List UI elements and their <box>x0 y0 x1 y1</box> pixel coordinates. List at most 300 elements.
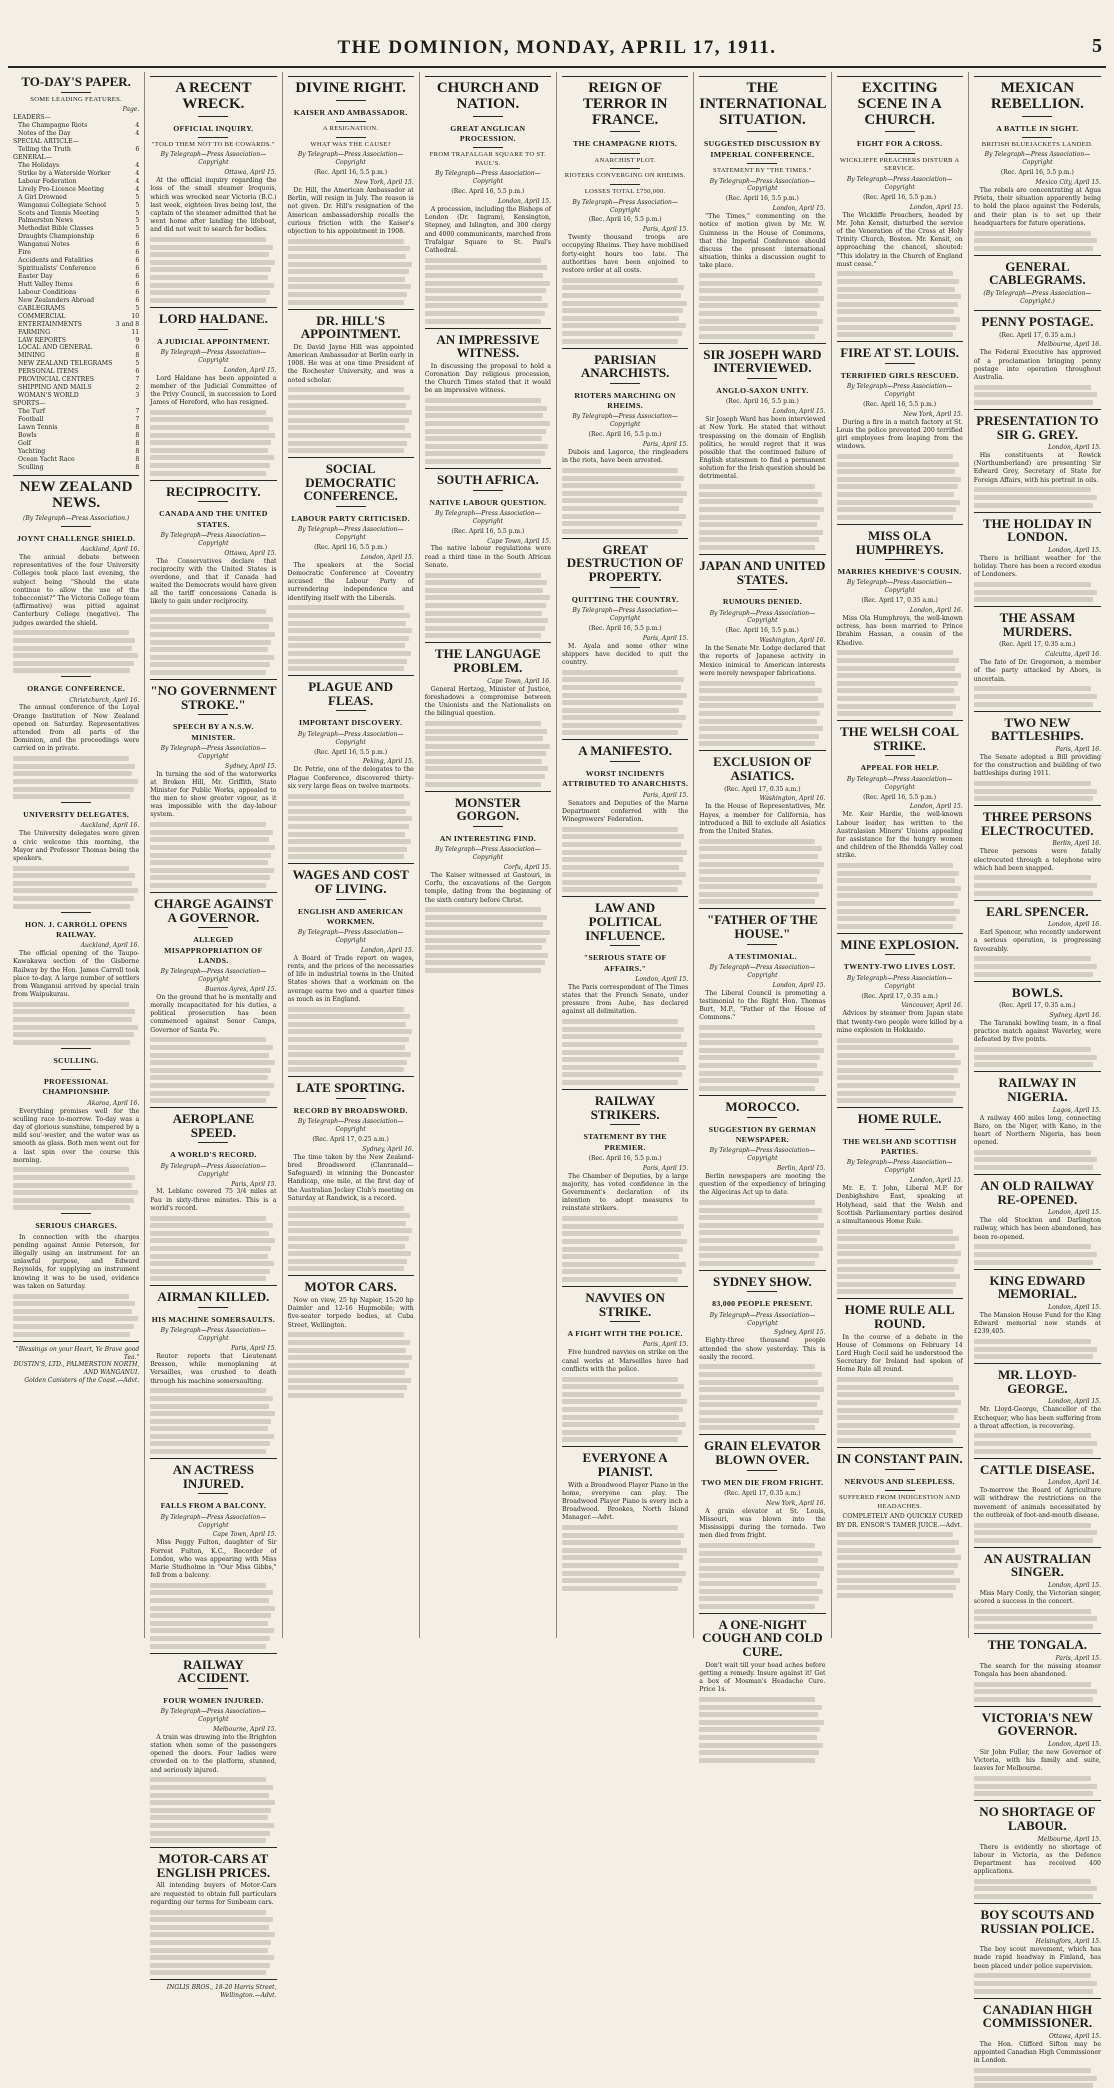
story-body: The rebels are concentrating at Agua Prieta, their situation apparently being to hold the place against the Federals, and their plan is to set up their headquarters for future operations. <box>973 187 1101 227</box>
text-line <box>425 459 541 464</box>
text-line <box>425 258 541 263</box>
story-subhead: NATIVE LABOUR QUESTION. <box>429 497 547 507</box>
text-line <box>837 507 957 512</box>
text-line <box>13 661 134 666</box>
divider <box>747 163 777 164</box>
divider <box>61 1048 91 1049</box>
story-subhead: ANGLO-SAXON UNITY. <box>716 386 809 396</box>
dateline: London, April 16. <box>1048 921 1101 929</box>
text-line <box>562 1231 681 1236</box>
story-body: Don't wait till your head aches before getting a remedy. Insure against it! Get a box of Mosman's Headache Cure. Price 1s. <box>699 1661 826 1694</box>
rule <box>974 409 1101 410</box>
index-row <box>13 464 139 472</box>
rule <box>974 512 1101 513</box>
text-line <box>837 1289 953 1294</box>
story-headline: MOTOR CARS. <box>304 1279 397 1295</box>
story-body: On the ground that he is mentally and morally incapacitated for his duties, a political prosecution has been commenced against Senor Camps, Governor of Santa Fe. <box>150 993 277 1034</box>
divider <box>336 899 366 900</box>
text-line <box>974 1339 1091 1344</box>
story-subhead: A JUDICIAL APPOINTMENT. <box>157 336 270 346</box>
text-line <box>288 246 410 251</box>
text-line <box>288 1355 413 1360</box>
story-body: A railway 460 miles long, connecting Baro, on the Niger, with Kano, in the heart of Northern Nigeria, has been opened. <box>973 1114 1101 1147</box>
text-line <box>974 1530 1097 1535</box>
text-line <box>562 323 686 328</box>
story-body: Five hundred navvies on strike on the canal works at Marseilles have had conflicts with the police. <box>562 1349 689 1373</box>
text-line <box>837 886 962 891</box>
story-subhead: RIOTERS CONVERGING ON RHEIMS. <box>564 172 686 180</box>
text-line <box>288 1037 409 1042</box>
text-line <box>288 387 404 392</box>
index-row <box>13 408 139 416</box>
text-line <box>699 507 824 512</box>
rule <box>699 1270 825 1271</box>
story-subhead: IMPORTANT DISCOVERY. <box>299 718 403 728</box>
text-line <box>562 1578 682 1583</box>
text-line <box>837 681 958 686</box>
text-line <box>288 448 404 453</box>
story-headline: A MANIFESTO. <box>578 743 672 759</box>
text-line <box>974 972 1094 977</box>
text-line <box>837 1075 954 1080</box>
rule <box>150 480 276 481</box>
text-line <box>699 1402 816 1407</box>
divider <box>610 131 640 132</box>
dateline: Sydney, April 16. <box>1049 1012 1101 1020</box>
text-filler <box>562 278 688 344</box>
index-label: Lawn Tennis <box>18 423 58 431</box>
divider <box>747 944 777 945</box>
text-line <box>562 285 684 290</box>
text-line <box>562 685 681 690</box>
text-line <box>150 1590 272 1595</box>
text-line <box>150 1621 267 1626</box>
received-line: (Rec. April 16, 5.5 p.m.) <box>863 400 937 408</box>
text-line <box>288 832 405 837</box>
index-label: Labour Federation <box>18 177 77 185</box>
text-line <box>562 1254 679 1259</box>
text-line <box>150 1075 267 1080</box>
text-line <box>150 1404 269 1409</box>
text-line <box>562 529 678 534</box>
text-line <box>974 1354 1094 1359</box>
divider <box>198 329 228 330</box>
story-subhead: APPEAL FOR HELP. <box>860 763 939 773</box>
text-line <box>425 288 546 293</box>
text-line <box>150 290 270 295</box>
text-line <box>425 406 547 411</box>
story-body: The Paris correspondent of The Times states that the French Senate, under pressure from Aube, has declared against all delimitation. <box>562 983 689 1016</box>
divider <box>198 116 228 117</box>
story-headline: "NO GOVERNMENT STROKE." <box>150 682 277 712</box>
text-line <box>425 626 545 631</box>
text-line <box>974 1784 1097 1789</box>
text-filler <box>562 1525 688 1591</box>
text-line <box>288 801 410 806</box>
dateline: London, April 15. <box>1048 1582 1101 1590</box>
divider <box>336 100 366 101</box>
story-subhead: WHAT WAS THE CAUSE? <box>310 140 391 148</box>
text-line <box>562 476 684 481</box>
text-line <box>288 636 409 641</box>
story-body: A procession, including the Bishops of London (Dr. Ingram), Kensington, Stepney, and Islington, and 300 clergy and 4000 communicants, marched from Trafalgar Square to St. Paul's Cathedral. <box>424 206 551 255</box>
story-subhead: FIGHT FOR A CROSS. <box>856 139 943 149</box>
text-filler <box>425 258 551 324</box>
text-line <box>837 1438 953 1443</box>
story-body: The fate of Dr. Gregorson, a member of the party attacked by Abors, is uncertain. <box>973 659 1101 683</box>
index-label: FARMING <box>18 328 51 336</box>
rule <box>699 750 825 751</box>
text-filler <box>974 487 1101 507</box>
credit-line: By Telegraph—Press Association—Copyright <box>846 1159 953 1175</box>
text-line <box>562 308 683 313</box>
credit-line: By Telegraph—Press Association—Copyright <box>160 968 267 984</box>
text-line <box>699 1735 816 1740</box>
index-page: 6 <box>135 273 140 280</box>
credit-line: (By Telegraph—Press Association.) <box>23 514 130 522</box>
text-line <box>13 1301 135 1306</box>
text-line <box>288 854 404 859</box>
text-line <box>150 1970 266 1975</box>
text-line <box>837 1236 959 1241</box>
text-filler <box>150 1216 276 1282</box>
credit-line: By Telegraph—Press Association—Copyright <box>709 964 816 979</box>
text-line <box>150 670 266 675</box>
story-headline: EXCLUSION OF ASIATICS. <box>713 754 812 783</box>
text-line <box>562 301 687 306</box>
text-line <box>150 1808 271 1813</box>
text-line <box>562 1239 687 1244</box>
story-subhead: SUGGESTED DISCUSSION BY IMPERIAL CONFERENCE. <box>703 139 821 159</box>
text-line <box>562 850 687 855</box>
divider <box>747 131 777 132</box>
text-line <box>837 1244 956 1249</box>
text-line <box>837 1068 958 1073</box>
received-line: (Rec. April 16, 5.5 p.m.) <box>725 627 799 635</box>
text-line <box>837 1045 959 1050</box>
text-line <box>837 1053 956 1058</box>
text-line <box>288 292 408 297</box>
text-line <box>837 1400 962 1405</box>
dateline: Paris, April 15. <box>642 1164 689 1172</box>
text-line <box>150 860 267 865</box>
dateline: New York, April 16. <box>765 1499 826 1507</box>
text-filler <box>150 822 276 888</box>
text-line <box>699 892 819 897</box>
rule <box>974 1071 1101 1072</box>
text-line <box>150 283 274 288</box>
text-line <box>974 400 1094 405</box>
text-line <box>974 2076 1097 2081</box>
text-line <box>150 1613 271 1618</box>
text-line <box>13 668 130 673</box>
credit-line: By Telegraph—Press Association—Copyright <box>846 974 953 990</box>
dateline: London, April 15. <box>1048 444 1101 452</box>
credit-line: By Telegraph—Press Association—Copyright <box>709 1311 816 1327</box>
index-row <box>13 249 139 257</box>
rule <box>974 1706 1101 1707</box>
divider <box>198 1493 228 1494</box>
text-line <box>699 1215 818 1220</box>
index-page: 3 <box>135 392 140 400</box>
index-label: Wanganui Notes <box>18 241 70 249</box>
index-page: 8 <box>135 431 140 439</box>
dateline: London, April 15. <box>1048 1303 1101 1311</box>
credit-line: By Telegraph—Press Association—Copyright <box>297 730 404 746</box>
rule <box>699 554 825 555</box>
index-row <box>13 154 139 162</box>
text-line <box>425 421 550 426</box>
text-filler <box>974 231 1101 251</box>
story-headline: RAILWAY ACCIDENT. <box>177 1656 250 1686</box>
index-label: LOCAL AND GENERAL <box>18 344 92 352</box>
text-line <box>150 1276 266 1281</box>
credit-line: By Telegraph—Press Association—Copyright <box>297 151 404 167</box>
dateline: Berlin, April 15. <box>776 1164 826 1172</box>
index-page <box>136 154 139 162</box>
dateline: London, April 15. <box>772 408 826 416</box>
index-row <box>13 186 139 194</box>
rule <box>974 900 1101 901</box>
text-line <box>837 500 961 505</box>
text-line <box>150 1932 275 1937</box>
text-line <box>425 595 550 600</box>
divider <box>61 526 91 527</box>
text-line <box>699 1418 819 1423</box>
received-line: (Rec. April 16, 5.5 p.m.) <box>314 544 388 552</box>
story-subhead: NERVOUS AND SLEEPLESS. <box>844 1476 955 1486</box>
dateline: London, April 15. <box>1048 1741 1101 1749</box>
rule <box>974 1800 1101 1801</box>
index-label: New Zealanders Abroad <box>18 296 95 304</box>
received-line: (Rec. April 16, 5.5 p.m.) <box>725 398 799 406</box>
masthead <box>8 30 1106 68</box>
index-label: Fire <box>18 249 31 257</box>
index-label: CABLEGRAMS <box>18 304 66 312</box>
index-label: Wanganui Collegiate School <box>18 201 107 209</box>
rule <box>974 255 1101 256</box>
page-title: THE DOMINION, MONDAY, APRIL 17, 1911. <box>337 37 777 58</box>
text-line <box>837 287 956 292</box>
story-body: The Chamber of Deputies, by a large majority, has voted confidence in the Government's declaration of its intention to adopt measures to reinstate strikers. <box>562 1172 689 1213</box>
text-line <box>150 1223 272 1228</box>
index-row <box>13 194 139 202</box>
divider <box>473 116 503 117</box>
text-line <box>288 839 412 844</box>
rule <box>974 1903 1101 1904</box>
story-body: All intending buyers of Motor-Cars are requested to obtain full particulars regarding our terms for Sunbeam cars. <box>150 1882 277 1906</box>
text-line <box>562 880 682 885</box>
text-line <box>425 319 541 324</box>
index-row <box>13 305 139 313</box>
text-line <box>974 1523 1091 1528</box>
story-subhead: A RESIGNATION. <box>322 125 379 133</box>
story-body: With a Broadwood Player Piano in the home, everyone can play. The Broadwood Player Piano is every inch a Broadwood. Brookes, North Island Manager.—Advt. <box>562 1481 689 1522</box>
story-body: Lord Haldane has been appointed a member of the Judicial Committee of the Privy Council, in succession to Lord James of Hereford, who has resigned. <box>150 374 277 407</box>
story-headline: EXCITING SCENE IN A CHURCH. <box>857 80 942 128</box>
text-line <box>150 463 270 468</box>
text-line <box>425 429 546 434</box>
story-body: The search for the missing steamer Tongala has been abandoned. <box>973 1662 1101 1678</box>
received-line: (Rec. April 16, 5.5 p.m.) <box>451 527 525 535</box>
index-page: 6 <box>135 288 140 296</box>
text-line <box>699 869 820 874</box>
text-line <box>837 325 957 330</box>
rule <box>562 348 688 349</box>
text-line <box>150 1785 272 1790</box>
divider <box>885 559 915 560</box>
page-number: 5 <box>1092 35 1102 57</box>
story-subhead: STATEMENT BY "THE TIMES." <box>713 166 812 174</box>
text-filler <box>974 1150 1101 1170</box>
rule <box>837 933 963 934</box>
story-headline: WAGES AND COST OF LIVING. <box>292 867 409 896</box>
story-body: Three persons were fatally electrocuted through a telephone wire which had been snapped. <box>973 848 1101 872</box>
text-filler <box>974 1879 1101 1899</box>
index-page: 6 <box>135 146 140 153</box>
divider <box>198 1142 228 1143</box>
story-subhead: A FIGHT WITH THE POLICE. <box>567 1329 683 1339</box>
text-line <box>150 1091 270 1096</box>
text-line <box>425 907 541 912</box>
divider <box>61 92 91 93</box>
rule <box>699 908 825 909</box>
text-line <box>13 653 138 658</box>
text-line <box>150 830 272 835</box>
text-line <box>150 448 267 453</box>
index-label: Labour Conditions <box>18 288 77 296</box>
text-line <box>699 1395 820 1400</box>
text-line <box>837 1267 954 1272</box>
rule <box>150 1107 276 1108</box>
story-subhead: BRITISH BLUEJACKETS LANDED. <box>981 140 1093 148</box>
text-line <box>13 771 132 776</box>
story-headline: IN CONSTANT PAIN. <box>836 1451 963 1467</box>
story-body: A grain elevator at St. Louis, Missouri, was blown into the Mississippi during the tornado. Two men died from fright. <box>699 1507 826 1540</box>
index-page: 4 <box>135 169 140 177</box>
text-line <box>150 1940 271 1945</box>
story-headline: PARISIAN ANARCHISTS. <box>580 351 670 381</box>
index-row <box>13 162 139 170</box>
text-line <box>562 1548 687 1553</box>
story-body: Earl Spencer, who recently underwent a serious operation, is progressing favourably. <box>973 929 1101 953</box>
received-line: (Rec. April 16, 5.5 p.m.) <box>314 169 388 177</box>
credit-line: By Telegraph—Press Association—Copyright <box>572 198 678 214</box>
text-line <box>425 736 544 741</box>
text-line <box>837 484 958 489</box>
text-filler <box>974 781 1101 801</box>
text-line <box>837 688 954 693</box>
text-line <box>425 413 544 418</box>
text-line <box>150 455 274 460</box>
rule <box>974 805 1101 806</box>
rule <box>288 1275 414 1276</box>
index-page: 8 <box>135 463 140 471</box>
text-line <box>699 1758 815 1763</box>
text-line <box>699 311 816 316</box>
text-filler <box>562 1377 688 1443</box>
dateline: Ottawa, April 15. <box>224 549 277 557</box>
divider <box>885 755 915 756</box>
text-line <box>288 1221 407 1226</box>
dateline: Paris, April 15. <box>1055 1654 1101 1662</box>
dateline: Mexico City, April 15. <box>1035 179 1101 187</box>
text-line <box>13 638 135 643</box>
text-line <box>150 1823 274 1828</box>
text-line <box>562 708 679 713</box>
text-line <box>837 462 959 467</box>
text-line <box>562 1042 687 1047</box>
text-line <box>974 781 1091 786</box>
text-filler <box>974 2068 1101 2088</box>
text-line <box>13 1316 138 1321</box>
text-line <box>562 1034 681 1039</box>
text-line <box>562 1415 679 1420</box>
text-line <box>974 503 1094 508</box>
story-subhead: ANARCHIST PLOT. <box>594 156 656 164</box>
story-headline: THE WELSH COAL STRIKE. <box>840 724 960 753</box>
text-line <box>562 1540 681 1545</box>
text-line <box>837 1091 957 1096</box>
divider <box>610 168 640 169</box>
story-subhead: "SERIOUS STATE OF AFFAIRS." <box>583 953 667 973</box>
text-filler <box>974 1682 1101 1702</box>
divider <box>198 927 228 928</box>
text-line <box>13 1183 132 1188</box>
index-page <box>136 138 139 146</box>
story-headline: SYDNEY SHOW. <box>713 1273 812 1289</box>
story-body: COMPLETELY AND QUICKLY CURED BY DR. ENSOR'S TAMER JUICE.—Advt. <box>836 1513 963 1529</box>
story-body: Senators and Deputies of the Marne Department conferred with the Winegrowers' Federation. <box>562 799 689 823</box>
text-line <box>425 436 542 441</box>
text-line <box>562 331 682 336</box>
text-line <box>699 884 823 889</box>
text-line <box>425 580 547 585</box>
text-line <box>288 418 409 423</box>
column-8 <box>969 72 1106 2065</box>
text-line <box>699 492 821 497</box>
dateline: Paris, April 15. <box>642 634 689 642</box>
dateline: London, April 15. <box>1048 1398 1101 1406</box>
index-row <box>13 257 139 265</box>
index-page: 7 <box>135 415 140 423</box>
story-headline: HOME RULE ALL ROUND. <box>844 1302 955 1332</box>
index-row <box>13 138 139 146</box>
story-headline: SIR JOSEPH WARD INTERVIEWED. <box>703 346 822 376</box>
received-line: (Rec. April 16, 5.5 p.m.) <box>451 188 525 196</box>
text-line <box>699 288 818 293</box>
story-headline: A ONE-NIGHT COUGH AND COLD CURE. <box>702 1616 823 1659</box>
text-filler <box>974 1973 1101 1993</box>
dateline: Calcutta, April 16. <box>1045 651 1101 659</box>
story-headline: THE TONGALA. <box>987 1637 1087 1653</box>
text-line <box>425 611 542 616</box>
dateline: Melbourne, April 15. <box>213 1726 277 1733</box>
text-line <box>837 673 962 678</box>
story-subhead: AN INTERESTING FIND. <box>439 833 537 843</box>
story-body: There is brilliant weather for the holiday. There has been a record exodus of Londoners. <box>973 554 1101 579</box>
index-label: The Holidays <box>18 161 60 169</box>
text-line <box>837 1083 961 1088</box>
text-filler <box>150 1388 276 1454</box>
text-line <box>13 1025 138 1030</box>
text-line <box>288 847 408 852</box>
text-line <box>288 441 408 446</box>
credit-line: By Telegraph—Press Association—Copyright <box>297 929 404 945</box>
index-label: SHIPPING AND MAILS <box>18 384 92 392</box>
story-body: The native labour regulations were read a third time in the South African Senate. <box>424 545 551 569</box>
text-filler <box>974 1523 1101 1543</box>
